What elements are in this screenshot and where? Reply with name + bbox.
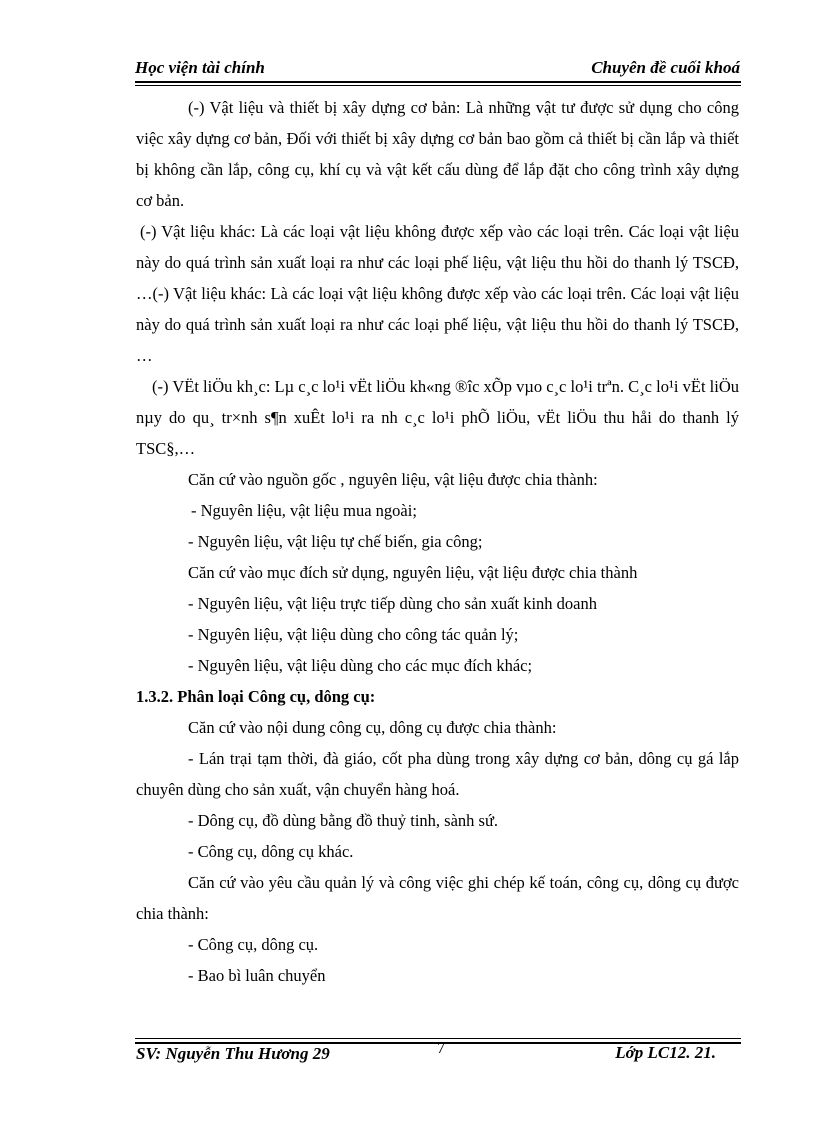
document-body <box>136 92 739 991</box>
list-item-tools: - Công cụ, dông cụ. <box>188 935 319 954</box>
header-document-type: Chuyên đề cuối khoá <box>591 58 740 77</box>
paragraph-classification-by-origin: Căn cứ vào nguồn gốc , nguyên liệu, vật liệu được chia thành: <box>188 470 598 489</box>
header-rule-thick <box>135 81 741 83</box>
footer-class: Lớp LC12. 21. <box>615 1043 716 1062</box>
header-institution: Học viện tài chính <box>135 58 265 77</box>
paragraph-construction-materials: (-) Vật liệu và thiết bị xây dựng cơ bản: Là những vật tư được sử dụng cho công việc xây dựng cơ bản, Đối với thiết bị xây dựng cơ bản bao gồm cả thiết bị cần lắp và thiết bị không cần lắp, công cụ, khí cụ và vật kết cấu dùng để lắp đặt cho công trình xây dựng cơ bản. <box>136 98 739 210</box>
list-item-temporary-structures: - Lán trại tạm thời, đà giáo, cốt pha dùng trong xây dựng cơ bản, dông cụ gá lắp chuyên dùng cho sản xuất, vận chuyển hàng hoá. <box>136 749 739 799</box>
list-item-other-tools: - Công cụ, dông cụ khác. <box>188 842 354 861</box>
list-item-glassware: - Dông cụ, đồ dùng bằng đồ thuỷ tinh, sành sứ. <box>188 811 499 830</box>
paragraph-other-materials-legacy-encoding: (-) VËt liÖu kh¸c: Lµ c¸c lo¹i vËt liÖu kh«ng ®îc xÕp vµo c¸c lo¹i trªn. C¸c lo¹i vËt liÖu nµy do qu¸ tr×nh s¶n xuÊt lo¹i ra nh c¸c lo¹i phÕ liÖu, vËt liÖu thu håi do thanh lý TSC§,… <box>136 377 739 458</box>
paragraph-tools-by-content: Căn cứ vào nội dung công cụ, dông cụ được chia thành: <box>188 718 557 737</box>
paragraph-classification-by-purpose: Căn cứ vào mục đích sử dụng, nguyên liệu, vật liệu được chia thành <box>188 563 638 582</box>
list-item-management: - Nguyên liệu, vật liệu dùng cho công tác quản lý; <box>188 625 519 644</box>
list-item-direct-production: - Nguyên liệu, vật liệu trực tiếp dùng cho sản xuất kinh doanh <box>188 594 597 613</box>
footer-rule-thin <box>135 1038 741 1039</box>
header-rule-thin <box>135 85 741 86</box>
footer-student-name: SV: Nguyễn Thu Hương 29 <box>136 1044 330 1063</box>
list-item-purchased: - Nguyên liệu, vật liệu mua ngoài; <box>191 501 417 520</box>
list-item-self-made: - Nguyên liệu, vật liệu tự chế biến, gia công; <box>188 532 483 551</box>
list-item-packaging: - Bao bì luân chuyển <box>188 966 326 985</box>
list-item-other-purposes: - Nguyên liệu, vật liệu dùng cho các mục đích khác; <box>188 656 533 675</box>
section-heading: 1.3.2. Phân loại Công cụ, dông cụ: <box>136 687 376 706</box>
page-header <box>135 58 740 82</box>
page-number: 7 <box>437 1040 445 1057</box>
paragraph-tools-by-accounting: Căn cứ vào yêu cầu quản lý và công việc ghi chép kế toán, công cụ, dông cụ được chia thành: <box>136 873 739 923</box>
paragraph-other-materials: (-) Vật liệu khác: Là các loại vật liệu không được xếp vào các loại trên. Các loại vật liệu này do quá trình sản xuất loại ra như các loại phế liệu, vật liệu thu hồi do thanh lý TSCĐ, …(-) Vật liệu khác: Là các loại vật liệu không được xếp vào các loại trên. Các loại vật liệu này do quá trình sản xuất loại ra như các loại phế liệu, vật liệu thu hồi do thanh lý TSCĐ, … <box>136 222 739 365</box>
